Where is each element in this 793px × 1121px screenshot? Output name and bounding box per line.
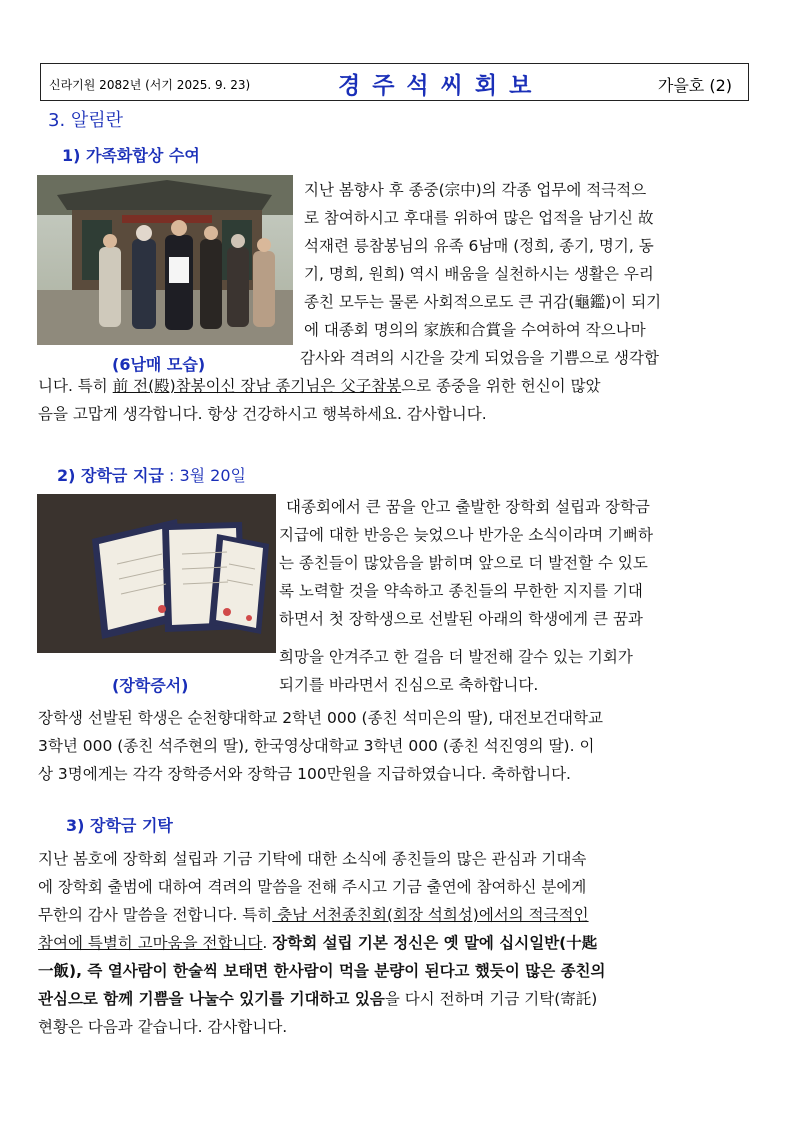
award-text-line: 감사와 격려의 시간을 갖게 되었음을 기쁨으로 생각합 <box>300 349 659 367</box>
donation-title: 3) 장학금 기탁 <box>66 816 173 835</box>
certificate-photo-caption: (장학증서) <box>112 676 189 695</box>
scholarship-text-line: 대종회에서 큰 꿈을 안고 출발한 장학회 설립과 장학금 <box>286 498 650 516</box>
award-text-line: 로 참여하시고 후대를 위하여 많은 업적을 남기신 故 <box>304 209 654 227</box>
donation-text-line <box>38 901 589 929</box>
scholarship-text-line: 록 노력할 것을 약속하고 종친들의 무한한 지지를 기대 <box>279 582 643 600</box>
donation-text-line: 지난 봄호에 장학회 설립과 기금 기탁에 대한 소식에 종친들의 많은 관심과 기대속 <box>38 850 587 868</box>
donation-text-bold: 관심으로 함께 기쁨을 나눌수 있기를 기대하고 있음 <box>38 990 385 1008</box>
award-text-line <box>38 372 601 400</box>
donation-text-line: 현황은 다음과 같습니다. 감사합니다. <box>38 1018 288 1036</box>
award-text-line: 기, 명희, 원희) 역시 배움을 실천하시는 생활은 우리 <box>304 265 654 283</box>
donation-text-plain: 을 다시 전하며 기금 기탁(寄託) <box>384 990 598 1008</box>
award-title: 1) 가족화합상 수여 <box>62 146 200 165</box>
family-photo <box>37 175 293 345</box>
award-text-plain: 으로 종중을 위한 헌신이 많았 <box>401 377 601 395</box>
award-text-line: 에 대종회 명의의 家族和合賞을 수여하여 작으나마 <box>304 321 646 339</box>
certificate-photo-image <box>37 494 276 653</box>
scholarship-text-line: 는 종친들이 많았음을 밝히며 앞으로 더 발전할 수 있도 <box>279 554 648 572</box>
award-text-underlined: 前 전(殿)참봉이신 장남 종기님은 父子참봉 <box>112 377 402 395</box>
donation-text-line <box>38 985 597 1013</box>
scholarship-text-line: 3학년 000 (종친 석주현의 딸), 한국영상대학교 3학년 000 (종친 석진영의 딸). 이 <box>38 737 595 755</box>
award-text-line: 지난 봄향사 후 종중(宗中)의 각종 업무에 적극적으 <box>304 181 647 199</box>
family-photo-image <box>37 175 293 345</box>
scholarship-text-line: 하면서 첫 장학생으로 선발된 아래의 학생에게 큰 꿈과 <box>279 610 643 628</box>
scholarship-date: : 3월 20일 <box>163 466 246 485</box>
donation-text-underlined: 참여에 특별히 고마움을 전합니다 <box>38 934 263 952</box>
scholarship-text-line: 희망을 안겨주고 한 걸음 더 발전해 갈수 있는 기회가 <box>279 648 633 666</box>
newsletter-title: 경주석씨회보 <box>338 73 544 99</box>
donation-text-line: 에 장학회 출범에 대하여 격려의 말씀을 전해 주시고 기금 출연에 참여하신 분에게 <box>38 878 587 896</box>
scholarship-text-line: 되기를 바라면서 진심으로 축하합니다. <box>279 676 539 694</box>
certificate-photo <box>37 494 276 653</box>
award-text-line: 종친 모두는 물론 사회적으로도 큰 귀감(龜鑑)이 되기 <box>304 293 662 311</box>
header-date: 신라기원 2082년 (서기 2025. 9. 23) <box>49 78 251 92</box>
award-text-line: 석재련 릉참봉님의 유족 6남매 (정희, 종기, 명기, 동 <box>304 237 654 255</box>
scholarship-title-label: 2) 장학금 지급 <box>57 466 164 485</box>
family-photo-caption: (6남매 모습) <box>112 355 206 374</box>
scholarship-text-line: 상 3명에게는 각각 장학증서와 장학금 100만원을 지급하였습니다. 축하합니다. <box>38 765 571 783</box>
scholarship-title <box>57 463 246 486</box>
scholarship-text-line: 장학생 선발된 학생은 순천향대학교 2학년 000 (종친 석미은의 딸), 대전보건대학교 <box>38 709 603 727</box>
award-text-line: 음을 고맙게 생각합니다. 항상 건강하시고 행복하세요. 감사합니다. <box>38 405 487 423</box>
donation-text-bold: 장학회 설립 기본 정신은 옛 말에 십시일반(十匙 <box>272 934 598 952</box>
donation-text-underlined: 충남 서천종친회(회장 석희성)에서의 적극적인 <box>272 906 589 924</box>
issue-label: 가을호 (2) <box>657 76 732 95</box>
donation-text-line <box>38 929 597 957</box>
section-title: 3. 알림란 <box>48 110 124 131</box>
newsletter-header <box>40 63 749 101</box>
scholarship-text-line: 지급에 대한 반응은 늦었으나 반가운 소식이라며 기뻐하 <box>279 526 653 544</box>
donation-text-plain: 무한의 감사 말씀을 전합니다. 특히 <box>38 906 273 924</box>
donation-text-plain: . <box>262 934 273 952</box>
donation-text-line: 一飯), 즉 열사람이 한술씩 보태면 한사람이 먹을 분량이 된다고 했듯이 많은 종친의 <box>38 962 606 980</box>
award-text-plain: 니다. 특히 <box>38 377 113 395</box>
